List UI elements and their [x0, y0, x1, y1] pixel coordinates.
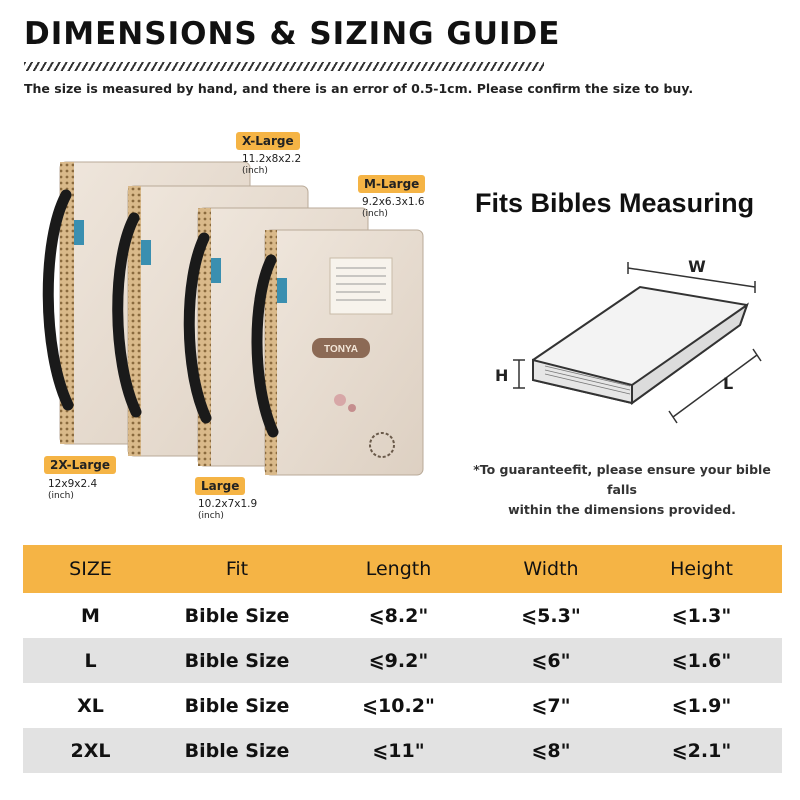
- cell-height: ⩽2.1": [671, 739, 732, 762]
- width-label: W: [688, 257, 706, 276]
- cell-length: ⩽10.2": [362, 694, 435, 717]
- 2xlarge-unit: (inch): [48, 491, 74, 501]
- header-height: Height: [670, 558, 733, 580]
- cell-size: M: [81, 604, 100, 627]
- cell-length: ⩽11": [372, 739, 425, 762]
- cell-size: L: [84, 649, 97, 672]
- cell-size: XL: [77, 694, 104, 717]
- size-table: [23, 545, 782, 773]
- cell-fit: Bible Size: [184, 649, 290, 672]
- large-unit: (inch): [198, 511, 224, 521]
- cell-fit: Bible Size: [184, 694, 290, 717]
- header-size: SIZE: [69, 558, 112, 580]
- table-row: [23, 593, 782, 638]
- fit-note: [462, 460, 782, 520]
- mlarge-unit: (inch): [362, 209, 388, 219]
- height-label: H: [495, 366, 509, 385]
- cell-width: ⩽5.3": [521, 604, 581, 627]
- large-dims-value: 10.2x7x1.9: [198, 498, 258, 510]
- title-divider: [24, 62, 544, 71]
- cell-length: ⩽9.2": [368, 649, 429, 672]
- table-row: [23, 728, 782, 773]
- large-badge: Large: [195, 477, 245, 495]
- 2xlarge-dims-value: 12x9x2.4: [48, 478, 98, 490]
- cell-width: ⩽8": [531, 739, 571, 762]
- cell-width: ⩽7": [531, 694, 571, 717]
- mlarge-dims-value: 9.2x6.3x1.6: [362, 196, 425, 208]
- cell-length: ⩽8.2": [368, 604, 429, 627]
- header-length: Length: [365, 558, 432, 580]
- book-mlarge: [257, 230, 423, 475]
- length-label: L: [723, 374, 734, 393]
- fit-note-line2: within the dimensions provided.: [508, 502, 736, 517]
- mlarge-dims: [362, 196, 425, 220]
- 2xlarge-dims: [48, 478, 97, 502]
- 2xlarge-badge: 2X-Large: [44, 456, 116, 474]
- table-row: [23, 683, 782, 728]
- cell-height: ⩽1.6": [671, 649, 732, 672]
- xlarge-dims-value: 11.2x8x2.2: [242, 153, 302, 165]
- xlarge-dims: [242, 153, 301, 177]
- xlarge-unit: (inch): [242, 166, 268, 176]
- large-dims: [198, 498, 257, 522]
- bible-dimension-diagram: [485, 245, 770, 440]
- xlarge-badge: X-Large: [236, 132, 300, 150]
- page-title: DIMENSIONS & SIZING GUIDE: [24, 16, 561, 52]
- cell-fit: Bible Size: [184, 604, 290, 627]
- cell-height: ⩽1.3": [671, 604, 732, 627]
- cell-width: ⩽6": [531, 649, 571, 672]
- name-tag: TONYA: [324, 344, 358, 355]
- cell-size: 2XL: [70, 739, 111, 762]
- mlarge-badge: M-Large: [358, 175, 425, 193]
- fits-title: Fits Bibles Measuring: [475, 188, 755, 218]
- table-row: [23, 638, 782, 683]
- header-fit: Fit: [225, 558, 249, 580]
- fit-note-line1: *To guaranteefit, please ensure your bible falls: [473, 462, 771, 497]
- measurement-note: The size is measured by hand, and there is an error of 0.5-1cm. Please confirm the size to buy.: [24, 81, 694, 96]
- cell-height: ⩽1.9": [671, 694, 732, 717]
- header-width: Width: [523, 558, 579, 580]
- table-header-row: [23, 545, 782, 593]
- cell-fit: Bible Size: [184, 739, 290, 762]
